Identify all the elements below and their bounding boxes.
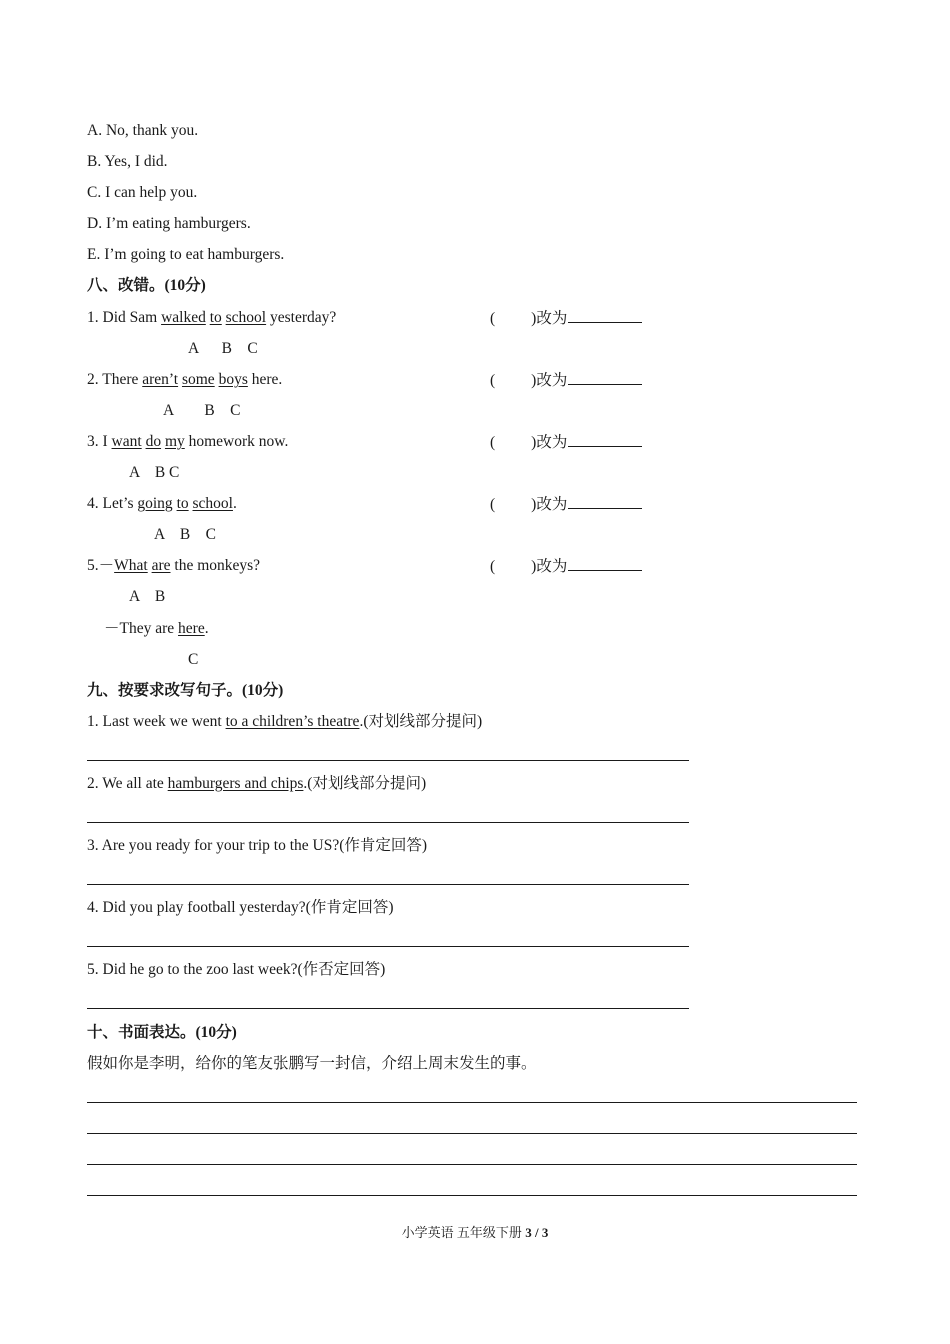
page-footer: 小学英语 五年级下册 3 / 3 bbox=[401, 1225, 549, 1240]
s8-q3-answer: ( )改为 bbox=[490, 432, 642, 453]
s8-q1-labels: A B C bbox=[188, 340, 258, 357]
s8-q1-answer: ( )改为 bbox=[490, 308, 642, 329]
s8-q3-c: my bbox=[164, 433, 185, 450]
s9-q1-answer-line[interactable] bbox=[87, 760, 689, 761]
s9-q1: 1. Last week we went to a children’s theatre.(对划线部分提问) bbox=[87, 713, 483, 730]
s8-q4-b: to bbox=[176, 495, 189, 512]
s9-q4-answer-line[interactable] bbox=[87, 946, 689, 947]
writing-line-3[interactable] bbox=[87, 1164, 857, 1165]
writing-line-2[interactable] bbox=[87, 1133, 857, 1134]
s8-q5-answer: ( )改为 bbox=[490, 556, 642, 577]
section10-prompt: 假如你是李明，给你的笔友张鹏写一封信，介绍上周末发生的事。 bbox=[87, 1055, 537, 1072]
writing-line-4[interactable] bbox=[87, 1195, 857, 1196]
s8-q5-label-c: C bbox=[188, 651, 199, 668]
s8-q2-b: some bbox=[181, 371, 215, 388]
s8-q5-labels-ab: A B bbox=[129, 588, 166, 605]
s8-q4-c: school bbox=[192, 495, 233, 512]
s8-q4-answer: ( )改为 bbox=[490, 494, 642, 515]
s8-q2-blank[interactable] bbox=[568, 370, 642, 385]
page-number: 3 bbox=[525, 1225, 532, 1240]
s8-q1-rest: yesterday? bbox=[266, 309, 337, 326]
s8-q3-b: do bbox=[145, 433, 162, 450]
s8-q1-b: to bbox=[209, 309, 222, 326]
footer-text: 小学英语 五年级下册 bbox=[401, 1225, 526, 1240]
s8-q4: 4. Let’s going to school. bbox=[87, 495, 237, 512]
s9-q5: 5. Did he go to the zoo last week?(作否定回答) bbox=[87, 961, 386, 978]
s9-q2: 2. We all ate hamburgers and chips.(对划线部分提问) bbox=[87, 775, 427, 792]
s8-q1 bbox=[87, 308, 336, 328]
s9-q2-answer-line[interactable] bbox=[87, 822, 689, 823]
s9-q4: 4. Did you play football yesterday?(作肯定回答) bbox=[87, 899, 394, 916]
s8-q3-labels: A B C bbox=[129, 464, 180, 481]
s8-q5-blank[interactable] bbox=[568, 556, 642, 571]
s8-q2-a: aren’t bbox=[142, 371, 179, 388]
option-c: C. I can help you. bbox=[87, 184, 198, 201]
s8-q5-a: What bbox=[114, 557, 148, 574]
s8-q2: 2. There aren’t some boys here. bbox=[87, 371, 283, 388]
s8-q5-c: here bbox=[178, 620, 205, 637]
option-a: A. No, thank you. bbox=[87, 122, 199, 139]
option-b: B. Yes, I did. bbox=[87, 153, 168, 170]
s9-q1-underlined: to a children’s theatre bbox=[225, 713, 360, 730]
option-d: D. I’m eating hamburgers. bbox=[87, 215, 251, 232]
s8-q3-a: want bbox=[111, 433, 142, 450]
s9-q2-underlined: hamburgers and chips bbox=[167, 775, 304, 792]
s9-q3: 3. Are you ready for your trip to the US?(作肯定回答) bbox=[87, 837, 428, 854]
page-total: 3 bbox=[541, 1225, 549, 1240]
s8-q5: 5.－What are the monkeys? bbox=[87, 557, 261, 574]
writing-line-1[interactable] bbox=[87, 1102, 857, 1103]
section8-heading: 八、改错。(10分) bbox=[87, 277, 206, 294]
s8-q2-labels: A B C bbox=[163, 402, 241, 419]
s9-q3-answer-line[interactable] bbox=[87, 884, 689, 885]
s8-q2-c: boys bbox=[218, 371, 248, 388]
s8-q4-a: going bbox=[137, 495, 173, 512]
s8-q4-labels: A B C bbox=[154, 526, 217, 543]
s8-q5-b: are bbox=[151, 557, 171, 574]
s8-q3-blank[interactable] bbox=[568, 432, 642, 447]
s8-q1-c: school bbox=[225, 309, 267, 326]
s8-q4-blank[interactable] bbox=[568, 494, 642, 509]
s8-q1-blank[interactable] bbox=[568, 308, 642, 323]
section10-heading: 十、书面表达。(10分) bbox=[87, 1024, 237, 1041]
option-e: E. I’m going to eat hamburgers. bbox=[87, 246, 285, 263]
s8-q5-reply: －They are here. bbox=[104, 620, 209, 637]
section9-heading: 九、按要求改写句子。(10分) bbox=[87, 682, 284, 699]
s8-q1-num: 1. Did Sam bbox=[87, 309, 162, 326]
s8-q3: 3. I want do my homework now. bbox=[87, 433, 289, 450]
s8-q1-a: walked bbox=[161, 309, 206, 326]
s9-q5-answer-line[interactable] bbox=[87, 1008, 689, 1009]
s8-q2-answer: ( )改为 bbox=[490, 370, 642, 391]
